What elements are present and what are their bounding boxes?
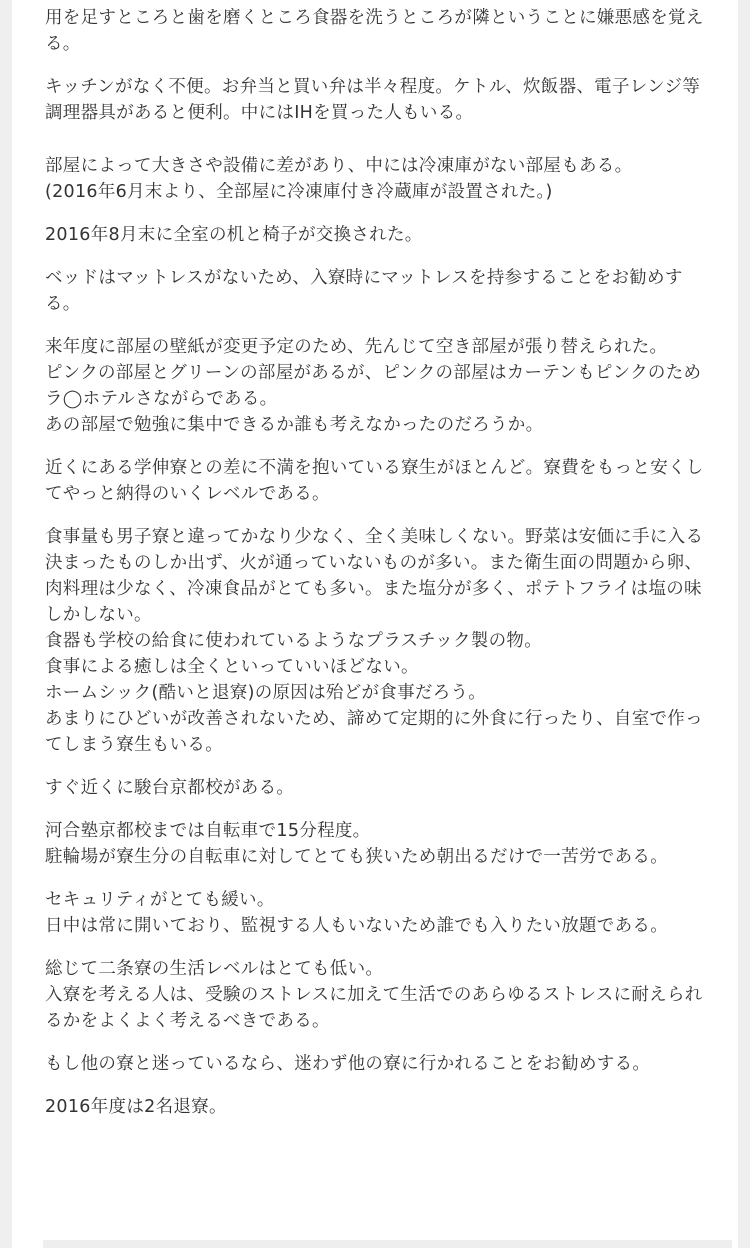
- paragraph-furniture: 2016年8月末に全室の机と椅子が交換された。: [45, 225, 423, 245]
- paragraph-summary: 総じて二条寮の生活レベルはとても低い。 入寮を考える人は、受験のストレスに加えて生活でのあらゆるストレスに耐えられるかをよくよく考えるべきである。: [45, 959, 703, 1031]
- paragraph-bed: ベッドはマットレスがないため、入寮時にマットレスを持参することをお勧めする。: [45, 268, 683, 314]
- article-body: [45, 5, 711, 1137]
- paragraph-room-equipment: 部屋によって大きさや設備に差があり、中には冷凍庫がない部屋もある。 (2016年6月末より、全部屋に冷凍庫付き冷蔵庫が設置された。): [45, 156, 633, 202]
- paragraph-meals: 食事量も男子寮と違ってかなり少なく、全く美味しくない。野菜は安価に手に入る決まったものしか出ず、火が通っていないものが多い。また衛生面の問題から卵、肉料理は少なく、冷凍食品がとても多い。また塩分が多く、ポテトフライは塩の味しかしない。 食器も学校の給食に使われているようなプラスチック製の物。 食事による癒しは全くといっていいほどない。 ホームシック(酷いと退寮)の原因は殆どが食事だろう。 あまりにひどいが改善されないため、諦めて定期的に外食に行ったり、自室で作ってしまう寮生もいる。: [45, 527, 704, 755]
- article-card: [12, 0, 738, 1248]
- paragraph-kitchen: キッチンがなく不便。お弁当と買い弁は半々程度。ケトル、炊飯器、電子レンジ等調理器具があると便利。中にはIHを買った人もいる。: [45, 77, 701, 123]
- footer-divider: [43, 1240, 732, 1248]
- paragraph-kawaijuku: 河合塾京都校までは自転車で15分程度。 駐輪場が寮生分の自転車に対してとても狭いため朝出るだけで一苦労である。: [45, 821, 668, 867]
- paragraph-wallpaper: 来年度に部屋の壁紙が変更予定のため、先んじて空き部屋が張り替えられた。 ピンクの部屋とグリーンの部屋があるが、ピンクの部屋はカーテンもピンクのためラ◯ホテルさながらである。 あの部屋で勉強に集中できるか誰も考えなかったのだろうか。: [45, 337, 702, 435]
- paragraph-security: セキュリティがとても緩い。 日中は常に開いており、監視する人もいないため誰でも入りたい放題である。: [45, 890, 668, 936]
- paragraph-sundai: すぐ近くに駿台京都校がある。: [45, 778, 295, 798]
- paragraph-recommendation: もし他の寮と迷っているなら、迷わず他の寮に行かれることをお勧めする。: [45, 1054, 651, 1074]
- paragraph-comparison: 近くにある学伸寮との差に不満を抱いている寮生がほとんど。寮費をもっと安くしてやっと納得のいくレベルである。: [45, 458, 704, 504]
- paragraph-hygiene: 用を足すところと歯を磨くところ食器を洗うところが隣ということに嫌悪感を覚える。: [45, 8, 704, 54]
- paragraph-withdrawals: 2016年度は2名退寮。: [45, 1097, 227, 1117]
